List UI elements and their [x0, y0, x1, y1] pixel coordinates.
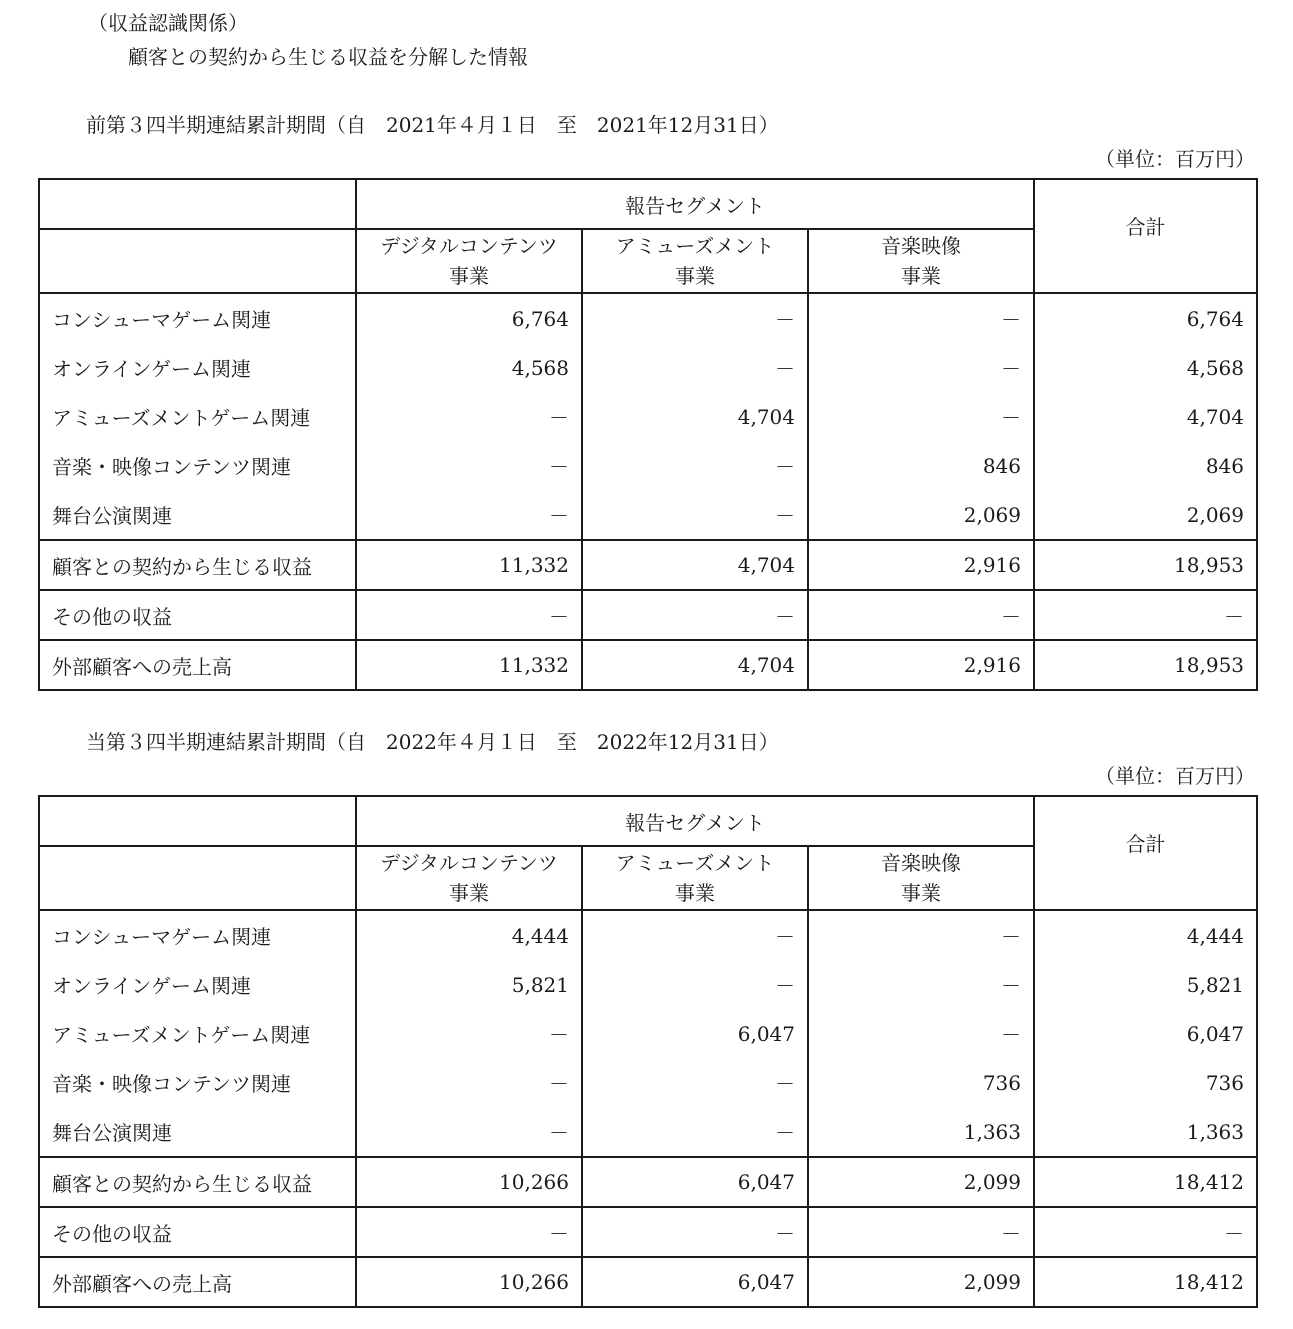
table-row — [39, 1207, 1257, 1257]
value-cell: 5,821 — [356, 960, 582, 1009]
period-title-prior: 前第３四半期連結累計期間（自 2021年４月１日 至 2021年12月31日） — [86, 113, 779, 137]
table-row — [39, 640, 1257, 690]
value-cell: 6,764 — [356, 293, 582, 343]
value-cell: － — [582, 343, 808, 392]
value-cell: 2,099 — [808, 1157, 1034, 1207]
total-cell: 736 — [1034, 1058, 1257, 1107]
total-cell: 6,764 — [1034, 293, 1257, 343]
value-cell: － — [582, 293, 808, 343]
segment-header-line1: 音楽映像 — [881, 234, 961, 258]
corner-cell — [39, 796, 356, 846]
table-row — [39, 540, 1257, 590]
row-label: 顧客との契約から生じる収益 — [39, 540, 356, 590]
value-cell: 4,704 — [582, 540, 808, 590]
value-cell: － — [582, 1207, 808, 1257]
value-cell: 11,332 — [356, 640, 582, 690]
segment-header-amusement — [582, 846, 808, 910]
row-label: その他の収益 — [39, 1207, 356, 1257]
segment-header-line2: 事業 — [449, 881, 489, 905]
segment-header-music — [808, 229, 1034, 293]
value-cell: － — [582, 590, 808, 640]
row-label: 音楽・映像コンテンツ関連 — [39, 441, 356, 490]
value-cell: － — [582, 490, 808, 540]
value-cell: 4,704 — [582, 392, 808, 441]
segment-header-line1: デジタルコンテンツ — [380, 851, 558, 875]
segment-header-amusement — [582, 229, 808, 293]
row-label: 音楽・映像コンテンツ関連 — [39, 1058, 356, 1107]
table-row — [39, 960, 1257, 1009]
table-row — [39, 590, 1257, 640]
value-cell: － — [808, 343, 1034, 392]
value-cell: － — [808, 293, 1034, 343]
row-label: オンラインゲーム関連 — [39, 960, 356, 1009]
revenue-table-prior — [38, 178, 1258, 691]
value-cell: － — [808, 910, 1034, 960]
segment-group-header: 報告セグメント — [356, 796, 1034, 846]
row-label: 外部顧客への売上高 — [39, 640, 356, 690]
segment-header-digital — [356, 229, 582, 293]
row-label: アミューズメントゲーム関連 — [39, 392, 356, 441]
value-cell: 6,047 — [582, 1257, 808, 1307]
total-cell: 4,568 — [1034, 343, 1257, 392]
row-label: アミューズメントゲーム関連 — [39, 1009, 356, 1058]
value-cell: － — [356, 1107, 582, 1157]
value-cell: 736 — [808, 1058, 1034, 1107]
value-cell: 2,099 — [808, 1257, 1034, 1307]
total-header-text: 合計 — [1125, 214, 1166, 239]
value-cell: － — [582, 960, 808, 1009]
segment-header-line2: 事業 — [449, 264, 489, 288]
total-header — [1034, 796, 1257, 910]
total-cell: 4,444 — [1034, 910, 1257, 960]
total-cell: 18,412 — [1034, 1157, 1257, 1207]
value-cell: － — [356, 392, 582, 441]
table-row — [39, 1257, 1257, 1307]
segment-header-line1: アミューズメント — [615, 234, 775, 258]
table-row — [39, 910, 1257, 960]
row-label: 顧客との契約から生じる収益 — [39, 1157, 356, 1207]
segment-header-line2: 事業 — [675, 881, 715, 905]
segment-header-line1: アミューズメント — [615, 851, 775, 875]
total-cell: 18,412 — [1034, 1257, 1257, 1307]
total-header — [1034, 179, 1257, 293]
value-cell: 6,047 — [582, 1157, 808, 1207]
segment-header-digital — [356, 846, 582, 910]
segment-header-line1: デジタルコンテンツ — [380, 234, 558, 258]
total-cell: 18,953 — [1034, 540, 1257, 590]
corner-cell-lower — [39, 846, 356, 910]
value-cell: 4,444 — [356, 910, 582, 960]
value-cell: － — [808, 1009, 1034, 1058]
revenue-table-current — [38, 795, 1258, 1308]
section-subtitle: 顧客との契約から生じる収益を分解した情報 — [128, 45, 528, 69]
segment-header-music — [808, 846, 1034, 910]
value-cell: 2,916 — [808, 540, 1034, 590]
row-label: コンシューマゲーム関連 — [39, 293, 356, 343]
value-cell: － — [356, 1009, 582, 1058]
value-cell: 10,266 — [356, 1257, 582, 1307]
total-cell: 6,047 — [1034, 1009, 1257, 1058]
table-row — [39, 1009, 1257, 1058]
table-row — [39, 293, 1257, 343]
total-cell: － — [1034, 590, 1257, 640]
value-cell: 2,916 — [808, 640, 1034, 690]
value-cell: 11,332 — [356, 540, 582, 590]
value-cell: 4,704 — [582, 640, 808, 690]
value-cell: － — [582, 441, 808, 490]
segment-header-line1: 音楽映像 — [881, 851, 961, 875]
value-cell: － — [808, 960, 1034, 1009]
segment-header-line2: 事業 — [901, 881, 941, 905]
unit-label-prior: （単位：百万円） — [1095, 147, 1255, 171]
value-cell: － — [356, 590, 582, 640]
segment-header-line2: 事業 — [675, 264, 715, 288]
table-row — [39, 343, 1257, 392]
total-cell: 5,821 — [1034, 960, 1257, 1009]
table-row — [39, 1157, 1257, 1207]
corner-cell-lower — [39, 229, 356, 293]
total-cell: 846 — [1034, 441, 1257, 490]
value-cell: － — [808, 392, 1034, 441]
total-cell: 4,704 — [1034, 392, 1257, 441]
total-cell: － — [1034, 1207, 1257, 1257]
value-cell: 2,069 — [808, 490, 1034, 540]
row-label: オンラインゲーム関連 — [39, 343, 356, 392]
value-cell: 846 — [808, 441, 1034, 490]
row-label: コンシューマゲーム関連 — [39, 910, 356, 960]
total-cell: 18,953 — [1034, 640, 1257, 690]
row-label: 外部顧客への売上高 — [39, 1257, 356, 1307]
value-cell: － — [582, 910, 808, 960]
table-row — [39, 1107, 1257, 1157]
corner-cell — [39, 179, 356, 229]
segment-group-header: 報告セグメント — [356, 179, 1034, 229]
total-cell: 2,069 — [1034, 490, 1257, 540]
value-cell: － — [356, 441, 582, 490]
unit-label-current: （単位：百万円） — [1095, 764, 1255, 788]
table-row — [39, 490, 1257, 540]
value-cell: 1,363 — [808, 1107, 1034, 1157]
value-cell: － — [356, 1207, 582, 1257]
row-label: 舞台公演関連 — [39, 490, 356, 540]
total-cell: 1,363 — [1034, 1107, 1257, 1157]
row-label: 舞台公演関連 — [39, 1107, 356, 1157]
value-cell: － — [808, 590, 1034, 640]
section-heading: （収益認識関係） — [88, 11, 248, 35]
period-title-current: 当第３四半期連結累計期間（自 2022年４月１日 至 2022年12月31日） — [86, 730, 779, 754]
table-row — [39, 1058, 1257, 1107]
value-cell: 6,047 — [582, 1009, 808, 1058]
table-row — [39, 392, 1257, 441]
value-cell: － — [808, 1207, 1034, 1257]
value-cell: － — [356, 1058, 582, 1107]
value-cell: － — [356, 490, 582, 540]
value-cell: 10,266 — [356, 1157, 582, 1207]
total-header-text: 合計 — [1125, 831, 1166, 856]
segment-header-line2: 事業 — [901, 264, 941, 288]
value-cell: － — [582, 1107, 808, 1157]
value-cell: 4,568 — [356, 343, 582, 392]
table-row — [39, 441, 1257, 490]
value-cell: － — [582, 1058, 808, 1107]
row-label: その他の収益 — [39, 590, 356, 640]
